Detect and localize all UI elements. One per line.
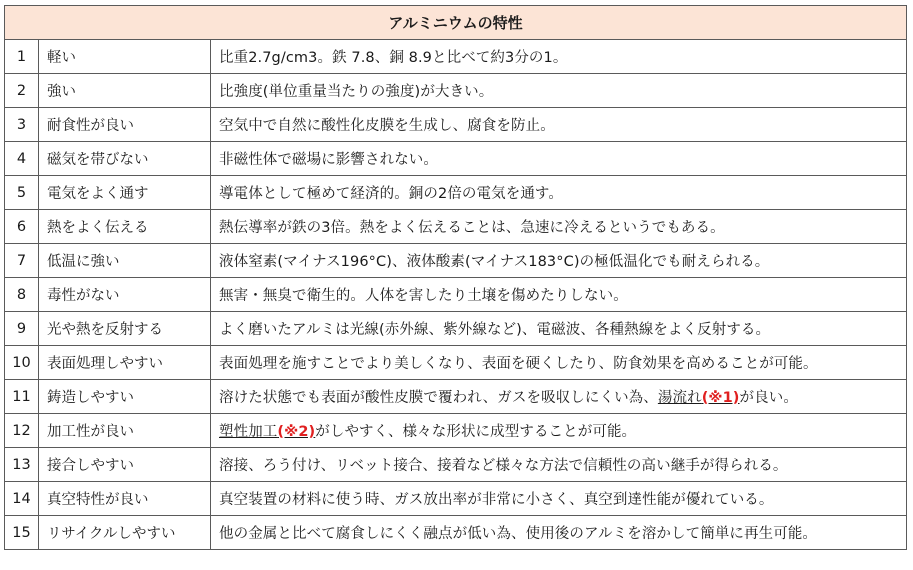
property-name: 加工性が良い	[39, 414, 211, 448]
property-description: 真空装置の材料に使う時、ガス放出率が非常に小さく、真空到達性能が優れている。	[211, 482, 907, 516]
table-row	[5, 176, 907, 210]
property-name: 真空特性が良い	[39, 482, 211, 516]
property-name: 軽い	[39, 40, 211, 74]
row-number: 15	[5, 516, 39, 550]
table-row	[5, 74, 907, 108]
property-description: 比重2.7g/cm3。鉄 7.8、銅 8.9と比べて約3分の1。	[211, 40, 907, 74]
property-description: 液体窒素(マイナス196°C)、液体酸素(マイナス183°C)の極低温化でも耐えられる。	[211, 244, 907, 278]
table-row	[5, 380, 907, 414]
description-text: 溶けた状態でも表面が酸性皮膜で覆われ、ガスを吸収しにくい為、	[219, 390, 658, 406]
yunagare-term-link[interactable]	[658, 390, 740, 406]
property-name: 鋳造しやすい	[39, 380, 211, 414]
row-number: 5	[5, 176, 39, 210]
table-row	[5, 448, 907, 482]
table-row	[5, 414, 907, 448]
table-row	[5, 40, 907, 74]
table-row	[5, 482, 907, 516]
property-description: 比強度(単位重量当たりの強度)が大きい。	[211, 74, 907, 108]
table-title: アルミニウムの特性	[5, 6, 907, 40]
property-description	[211, 414, 907, 448]
table-row	[5, 210, 907, 244]
row-number: 8	[5, 278, 39, 312]
row-number: 12	[5, 414, 39, 448]
property-description	[211, 380, 907, 414]
row-number: 1	[5, 40, 39, 74]
property-description: よく磨いたアルミは光線(赤外線、紫外線など)、電磁波、各種熱線をよく反射する。	[211, 312, 907, 346]
row-number: 2	[5, 74, 39, 108]
property-name: 熱をよく伝える	[39, 210, 211, 244]
property-description: 空気中で自然に酸性化皮膜を生成し、腐食を防止。	[211, 108, 907, 142]
description-text: が良い。	[739, 390, 798, 406]
properties-sheet	[4, 5, 906, 550]
property-name: リサイクルしやすい	[39, 516, 211, 550]
row-number: 11	[5, 380, 39, 414]
property-description: 他の金属と比べて腐食しにくく融点が低い為、使用後のアルミを溶かして簡単に再生可能。	[211, 516, 907, 550]
term-text: 湯流れ	[657, 390, 702, 406]
row-number: 13	[5, 448, 39, 482]
property-description: 非磁性体で磁場に影響されない。	[211, 142, 907, 176]
property-name: 電気をよく通す	[39, 176, 211, 210]
aluminum-properties-table	[4, 5, 907, 550]
description-text: がしやすく、様々な形状に成型することが可能。	[315, 424, 637, 440]
sosei-kakou-term-link[interactable]	[219, 424, 315, 440]
row-number: 3	[5, 108, 39, 142]
property-name: 磁気を帯びない	[39, 142, 211, 176]
row-number: 9	[5, 312, 39, 346]
property-description: 溶接、ろう付け、リベット接合、接着など様々な方法で信頼性の高い継手が得られる。	[211, 448, 907, 482]
table-row	[5, 278, 907, 312]
table-row	[5, 244, 907, 278]
table-row	[5, 142, 907, 176]
table-row	[5, 108, 907, 142]
property-name: 光や熱を反射する	[39, 312, 211, 346]
table-row	[5, 312, 907, 346]
property-description: 熱伝導率が鉄の3倍。熱をよく伝えることは、急速に冷えるというでもある。	[211, 210, 907, 244]
property-name: 表面処理しやすい	[39, 346, 211, 380]
term-text: 塑性加工	[219, 424, 278, 440]
table-header-row	[5, 6, 907, 40]
property-name: 低温に強い	[39, 244, 211, 278]
table-row	[5, 346, 907, 380]
property-name: 強い	[39, 74, 211, 108]
row-number: 7	[5, 244, 39, 278]
row-number: 4	[5, 142, 39, 176]
property-description: 導電体として極めて経済的。銅の2倍の電気を通す。	[211, 176, 907, 210]
table-row	[5, 516, 907, 550]
property-name: 耐食性が良い	[39, 108, 211, 142]
property-description: 表面処理を施すことでより美しくなり、表面を硬くしたり、防食効果を高めることが可能。	[211, 346, 907, 380]
footnote-ref-1: (※1)	[701, 390, 740, 406]
footnote-ref-2: (※2)	[277, 424, 316, 440]
property-name: 接合しやすい	[39, 448, 211, 482]
row-number: 14	[5, 482, 39, 516]
property-description: 無害・無臭で衛生的。人体を害したり土壌を傷めたりしない。	[211, 278, 907, 312]
property-name: 毒性がない	[39, 278, 211, 312]
row-number: 10	[5, 346, 39, 380]
row-number: 6	[5, 210, 39, 244]
